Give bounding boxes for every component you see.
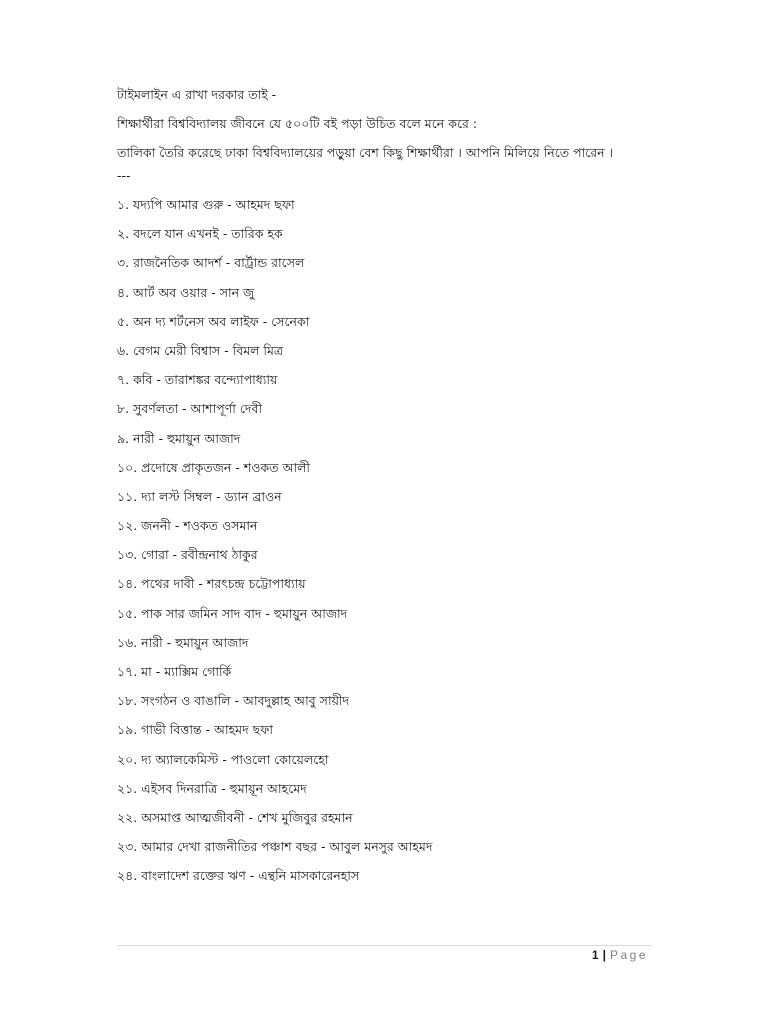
book-list-item: ২৩. আমার দেখা রাজনীতির পঞ্চাশ বছর - আবুল মনসুর আহমদ [117, 839, 433, 855]
document-body [117, 86, 657, 897]
separator-dashes: --- [117, 168, 131, 183]
footer-separator: | [602, 948, 606, 962]
book-list-item: ৭. কবি - তারাশঙ্কর বন্দ্যোপাধ্যায় [117, 372, 278, 388]
book-list-item: ১৫. পাক সার জমিন সাদ বাদ - হুমায়ুন আজাদ [117, 605, 348, 621]
book-list-item: ৩. রাজনৈতিক আদর্শ - বার্ট্রান্ড রাসেল [117, 255, 305, 271]
book-list-item: ১০. প্রদোষে প্রাকৃতজন - শওকত আলী [117, 459, 310, 475]
book-list-item: ১১. দ্যা লস্ট সিম্বল - ড্যান ব্রাওন [117, 488, 282, 504]
book-list-item: ৯. নারী - হুমায়ুন আজাদ [117, 430, 241, 446]
page-number: 1 [591, 948, 599, 962]
book-list-item: ১২. জননী - শওকত ওসমান [117, 518, 258, 534]
book-list-item: ১৬. নারী - হুমায়ুন আজাদ [117, 634, 249, 650]
intro-line-students: শিক্ষার্থীরা বিশ্ববিদ্যালয় জীবনে যে ৫০০টি বই পড়া উচিত বলে মনে করে : [117, 116, 478, 131]
book-list-item: ১৩. গোরা - রবীন্দ্রনাথ ঠাকুর [117, 547, 258, 563]
intro-line-list-source: তালিকা তৈরি করেছে ঢাকা বিশ্ববিদ্যালয়ের পড়ুয়া বেশ কিছু শিক্ষার্থীরা । আপনি মিলিয়ে নিতে পারেন । [117, 145, 614, 160]
book-list [117, 196, 657, 885]
book-list-item: ২২. অসমাপ্ত আত্মজীবনী - শেখ মুজিবুর রহমান [117, 809, 353, 825]
book-list-item: ৮. সুবর্ণলতা - আশাপূর্ণা দেবী [117, 401, 263, 417]
book-list-item: ৪. আর্ট অব ওয়ার - সান জু [117, 284, 255, 300]
footer-divider [117, 945, 652, 946]
book-list-item: ৫. অন দ্য শর্টনেস অব লাইফ - সেনেকা [117, 313, 310, 329]
page-label: Page [609, 948, 648, 962]
book-list-item: ১৯. গাভী বিত্তান্ত - আহমদ ছফা [117, 722, 273, 738]
intro-line-timeline: টাইমলাইন এ রাখা দরকার তাই - [117, 87, 277, 102]
book-list-item: ২১. এইসব দিনরাত্রি - হুমায়ূন আহমেদ [117, 780, 307, 796]
book-list-item: ১. যদ্যপি আমার গুরু - আহমদ ছফা [117, 197, 295, 212]
page-footer [592, 947, 648, 963]
book-list-item: ১৮. সংগঠন ও বাঙালি - আবদুল্লাহ আবু সায়ীদ [117, 693, 350, 709]
book-list-item: ১৪. পথের দাবী - শরৎচন্দ্র চট্টোপাধ্যায় [117, 576, 306, 592]
book-list-item: ৬. বেগম মেরী বিশ্বাস - বিমল মিত্র [117, 342, 284, 358]
book-list-item: ২৪. বাংলাদেশ রক্তের ঋণ - এন্থনি মাসকারেনহাস [117, 868, 360, 884]
book-list-item: ১৭. মা - ম্যাক্সিম গোর্কি [117, 664, 232, 679]
book-list-item: ২. বদলে যান এখনই - তারিক হক [117, 226, 283, 242]
book-list-item: ২০. দ্য অ্যালকেমিস্ট - পাওলো কোয়েলহো [117, 751, 329, 767]
